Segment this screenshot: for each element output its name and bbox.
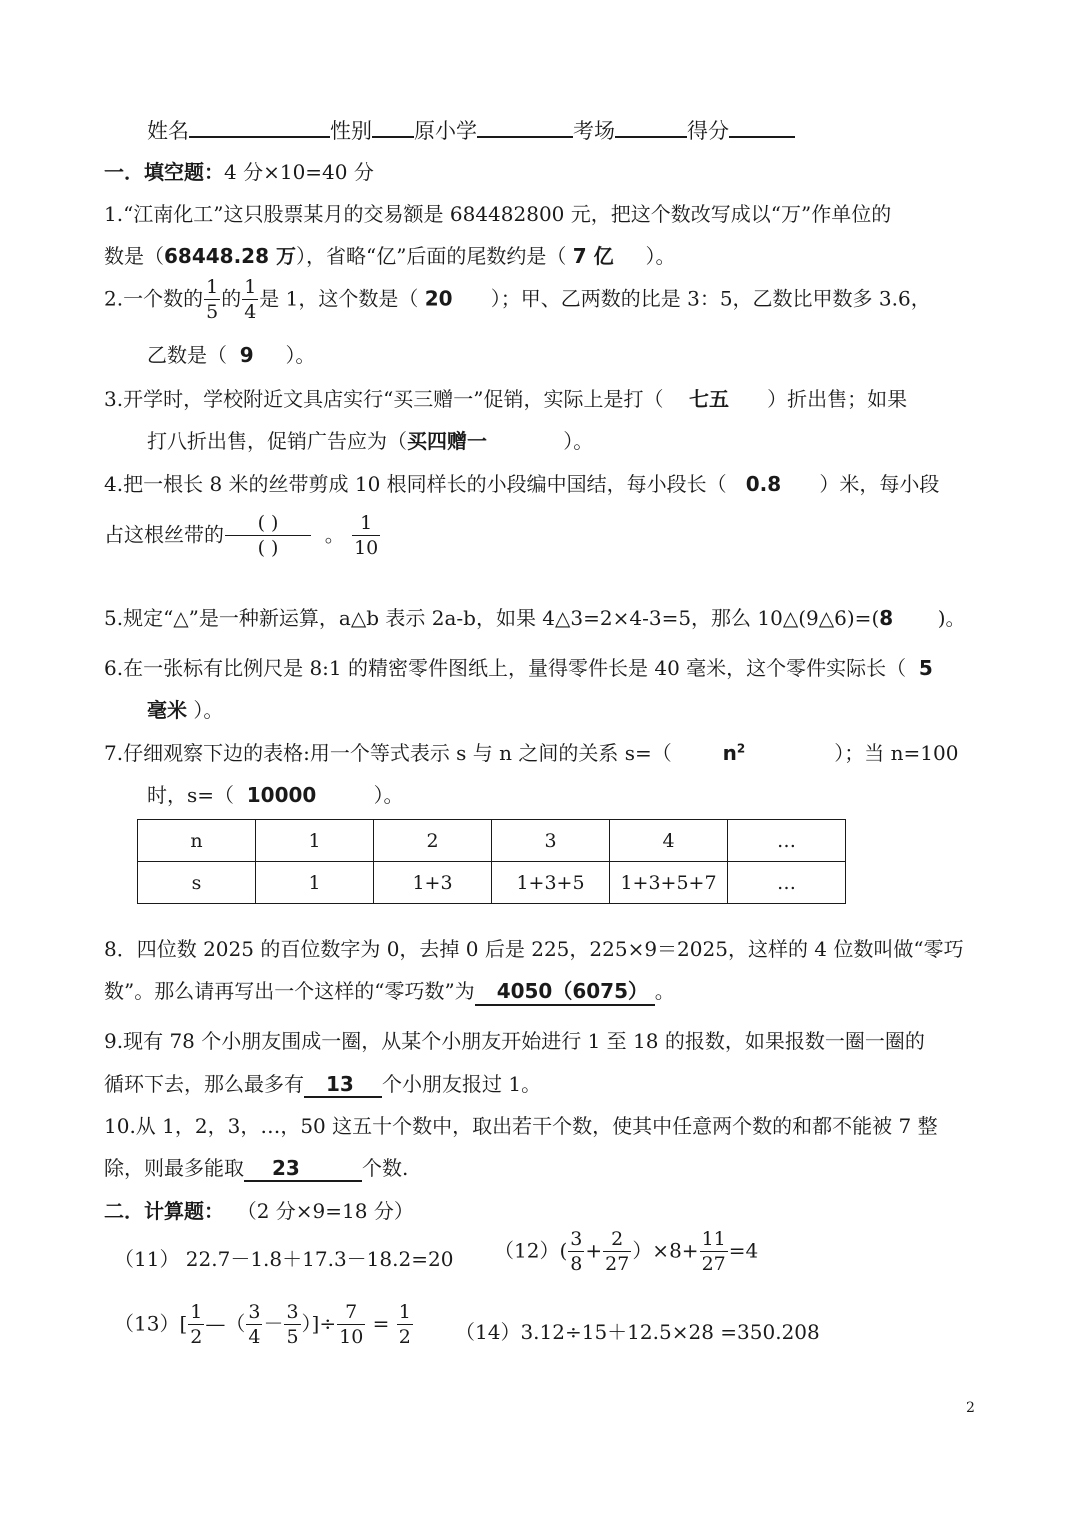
table-cell: … bbox=[728, 862, 846, 904]
q7-text-b: ）；当 n=100 bbox=[834, 741, 959, 765]
q5-answer: 8 bbox=[879, 606, 894, 630]
c13-f5-den: 2 bbox=[398, 1326, 411, 1348]
c13-f3-den: 5 bbox=[286, 1326, 299, 1348]
c13-fraction-2 bbox=[246, 1303, 262, 1347]
c12-mid: ）×8+ bbox=[632, 1238, 699, 1263]
question-4-line-1 bbox=[104, 468, 939, 497]
question-8-line-1: 8．四位数 2025 的百位数字为 0，去掉 0 后是 225，225×9＝2025，这样的 4 位数叫做“零巧 bbox=[104, 937, 964, 961]
q2-f1-den: 5 bbox=[206, 301, 219, 323]
table-row-n bbox=[138, 820, 846, 862]
c12-fraction-1 bbox=[568, 1230, 584, 1274]
c13-f1-num: 1 bbox=[190, 1301, 203, 1323]
c12-label: （12）( bbox=[494, 1238, 568, 1263]
q5-text-b: )。 bbox=[937, 606, 966, 630]
c13-fraction-3 bbox=[284, 1303, 300, 1347]
q2-text-de: 的 bbox=[221, 286, 242, 311]
c13-f1-den: 2 bbox=[190, 1326, 203, 1348]
q4-ans2-num: 1 bbox=[352, 514, 380, 536]
question-2-line-1 bbox=[104, 278, 931, 322]
q1-text-b: ），省略“亿”后面的尾数约是（ bbox=[295, 244, 567, 268]
q6-text-b: ）。 bbox=[193, 698, 224, 722]
c12-result: =4 bbox=[728, 1238, 759, 1263]
question-3-line-2 bbox=[147, 425, 593, 454]
q4-blank-den: ( ) bbox=[257, 537, 279, 559]
q1-text-c: ）。 bbox=[645, 244, 676, 268]
table-cell: n bbox=[138, 820, 256, 862]
section-2-points: （2 分×9=18 分） bbox=[236, 1199, 414, 1223]
c12-f1-num: 3 bbox=[570, 1228, 583, 1250]
c12-f3-den: 27 bbox=[701, 1253, 726, 1275]
table-cell: s bbox=[138, 862, 256, 904]
q8-text-b: 。 bbox=[654, 979, 675, 1003]
q6-text-a: 6.在一张标有比例尺是 8:1 的精密零件图纸上，量得零件长是 40 毫米，这个零件实际长（ bbox=[104, 656, 907, 680]
calc-11: （11） 22.7－1.8＋17.3－18.2=20 bbox=[114, 1247, 454, 1271]
score-blank bbox=[729, 112, 795, 138]
q2-answer-2: 9 bbox=[239, 343, 254, 367]
q7-text-c: 时，s=（ bbox=[147, 783, 235, 807]
q4-blank-fraction bbox=[225, 514, 311, 558]
question-10-line-1: 10.从 1，2，3，…，50 这五十个数中，取出若干个数，使其中任意两个数的和都不能被 7 整 bbox=[104, 1114, 938, 1138]
question-6-line-1 bbox=[104, 652, 933, 681]
q9-answer-text: 13 bbox=[326, 1072, 354, 1096]
table-cell: 1+3+5 bbox=[492, 862, 610, 904]
page-number: 2 bbox=[966, 1400, 975, 1416]
q6-answer-2: 毫米 bbox=[147, 698, 187, 722]
school-label: 原小学 bbox=[414, 119, 477, 143]
gender-label: 性别 bbox=[330, 119, 372, 143]
question-7-line-1 bbox=[104, 737, 958, 766]
q9-text-b: 个小朋友报过 1。 bbox=[382, 1072, 542, 1096]
c13-minus: —（ bbox=[205, 1311, 246, 1336]
sequence-table bbox=[137, 819, 846, 904]
section-2-title: 二．计算题： bbox=[104, 1199, 224, 1223]
c13-close: ）]÷ bbox=[301, 1311, 337, 1336]
question-1-line-1: 1.“江南化工”这只股票某月的交易额是 684482800 元，把这个数改写成以“万”作单位的 bbox=[104, 202, 892, 226]
table-cell: 4 bbox=[610, 820, 728, 862]
q2-f2-num: 1 bbox=[244, 276, 257, 298]
q2-fraction-2 bbox=[242, 278, 258, 322]
section-1-title: 一．填空题： bbox=[104, 160, 224, 184]
q4-ans2-den: 10 bbox=[354, 537, 379, 559]
calc-13 bbox=[114, 1303, 414, 1347]
q3-text-d: ）。 bbox=[563, 429, 594, 453]
room-label: 考场 bbox=[573, 119, 615, 143]
q4-text-b: ）米，每小段 bbox=[819, 472, 940, 496]
q10-text-b: 个数. bbox=[362, 1156, 409, 1180]
q4-answer-2-fraction bbox=[352, 514, 380, 558]
q2-answer-1: 20 bbox=[424, 286, 453, 311]
section-2-heading bbox=[104, 1195, 414, 1224]
table-cell: 1 bbox=[256, 820, 374, 862]
c13-equals: = bbox=[366, 1311, 396, 1336]
q4-text-c: 占这根丝带的 bbox=[104, 522, 224, 547]
c13-f4-den: 10 bbox=[339, 1326, 364, 1348]
gender-blank bbox=[372, 112, 414, 138]
table-cell: 3 bbox=[492, 820, 610, 862]
q2-text-a: 2.一个数的 bbox=[104, 286, 204, 311]
table-cell: 1+3 bbox=[374, 862, 492, 904]
question-3-line-1 bbox=[104, 383, 907, 412]
q9-answer bbox=[304, 1072, 382, 1098]
c12-fraction-2 bbox=[603, 1230, 631, 1274]
table-row-s bbox=[138, 862, 846, 904]
c13-fraction-4 bbox=[337, 1303, 365, 1347]
q7-text-a: 7.仔细观察下边的表格:用一个等式表示 s 与 n 之间的关系 s=（ bbox=[104, 741, 672, 765]
question-6-line-2 bbox=[147, 694, 223, 723]
student-info-header bbox=[147, 112, 795, 145]
question-10-line-2 bbox=[104, 1152, 408, 1182]
q9-text-a: 循环下去，那么最多有 bbox=[104, 1072, 304, 1096]
table-cell: 2 bbox=[374, 820, 492, 862]
c13-f2-den: 4 bbox=[248, 1326, 261, 1348]
q2-fraction-1 bbox=[204, 278, 220, 322]
c13-f2-num: 3 bbox=[248, 1301, 261, 1323]
q2-f1-num: 1 bbox=[206, 276, 219, 298]
q7-text-d: ）。 bbox=[373, 783, 404, 807]
question-7-line-2 bbox=[147, 779, 404, 808]
q10-text-a: 除，则最多能取 bbox=[104, 1156, 244, 1180]
c12-fraction-3 bbox=[700, 1230, 728, 1274]
c12-f1-den: 8 bbox=[570, 1253, 583, 1275]
table-cell: 1 bbox=[256, 862, 374, 904]
q3-text-b: ）折出售；如果 bbox=[767, 387, 908, 411]
q8-text-a: 数”。那么请再写出一个这样的“零巧数”为 bbox=[104, 979, 475, 1003]
q7-answer-1-exponent: 2 bbox=[736, 741, 746, 756]
q3-answer-2: 买四赠一 bbox=[407, 429, 487, 453]
name-blank bbox=[189, 112, 330, 138]
c12-f2-den: 27 bbox=[605, 1253, 630, 1275]
question-8-line-2 bbox=[104, 975, 675, 1006]
score-label: 得分 bbox=[687, 119, 729, 143]
section-1-points: 4 分×10=40 分 bbox=[224, 160, 374, 184]
question-1-line-2 bbox=[104, 240, 675, 269]
q2-text-e: ）。 bbox=[285, 343, 316, 367]
question-2-line-2 bbox=[147, 339, 315, 368]
q7-answer-2: 10000 bbox=[246, 783, 317, 807]
q4-answer-1: 0.8 bbox=[745, 472, 782, 496]
c13-f5-num: 1 bbox=[398, 1301, 411, 1323]
c13-label: （13）[ bbox=[114, 1311, 188, 1336]
q1-answer-1: 68448.28 万 bbox=[164, 244, 296, 268]
room-blank bbox=[615, 112, 687, 138]
q8-answer bbox=[475, 975, 655, 1006]
q7-answer-1-base: n bbox=[722, 741, 737, 765]
question-5 bbox=[104, 602, 966, 631]
calc-14: （14）3.12÷15＋12.5×28 =350.208 bbox=[455, 1320, 820, 1344]
question-4-line-2 bbox=[104, 514, 381, 558]
c13-fraction-1 bbox=[188, 1303, 204, 1347]
name-label: 姓名 bbox=[147, 119, 189, 143]
c12-f3-num: 11 bbox=[701, 1228, 726, 1250]
q6-answer-1: 5 bbox=[918, 656, 933, 680]
c13-f4-num: 7 bbox=[337, 1303, 365, 1325]
c13-f3-num: 3 bbox=[286, 1301, 299, 1323]
q3-answer-1: 七五 bbox=[688, 387, 729, 411]
section-1-heading bbox=[104, 156, 374, 185]
c13-minus-2: － bbox=[263, 1311, 284, 1336]
q2-text-d: 乙数是（ bbox=[147, 343, 227, 367]
q4-text-a: 4.把一根长 8 米的丝带剪成 10 根同样长的小段编中国结，每小段长（ bbox=[104, 472, 727, 496]
table-cell: … bbox=[728, 820, 846, 862]
c12-f2-num: 2 bbox=[603, 1230, 631, 1252]
question-9-line-1: 9.现有 78 个小朋友围成一圈，从某个小朋友开始进行 1 至 18 的报数，如果报数一圈一圈的 bbox=[104, 1029, 925, 1053]
q10-answer-text: 23 bbox=[272, 1156, 300, 1180]
school-blank bbox=[477, 112, 573, 138]
question-9-line-2 bbox=[104, 1068, 541, 1098]
q10-answer bbox=[244, 1156, 362, 1182]
c12-plus: + bbox=[585, 1238, 603, 1263]
q4-blank-num: ( ) bbox=[225, 514, 311, 536]
q2-text-b: 是 1，这个数是（ bbox=[259, 286, 419, 311]
q7-answer-1 bbox=[723, 741, 746, 765]
table-cell: 1+3+5+7 bbox=[610, 862, 728, 904]
q5-text-a: 5.规定“△”是一种新运算，a△b 表示 2a-b，如果 4△3=2×4-3=5，那么 10△(9△6)=( bbox=[104, 606, 880, 630]
q1-text-a: 数是（ bbox=[104, 244, 164, 268]
q2-text-c: ）；甲、乙两数的比是 3：5，乙数比甲数多 3.6， bbox=[490, 286, 931, 311]
q1-answer-2: 7 亿 bbox=[572, 244, 614, 268]
q4-text-d: 。 bbox=[324, 522, 345, 547]
q3-text-a: 3.开学时，学校附近文具店实行“买三赠一”促销，实际上是打（ bbox=[104, 387, 664, 411]
q8-answer-text: 4050（6075） bbox=[496, 979, 649, 1003]
q3-text-c: 打八折出售，促销广告应为（ bbox=[147, 429, 407, 453]
calc-12 bbox=[494, 1230, 758, 1274]
c13-fraction-5 bbox=[397, 1303, 413, 1347]
q2-f2-den: 4 bbox=[244, 301, 257, 323]
